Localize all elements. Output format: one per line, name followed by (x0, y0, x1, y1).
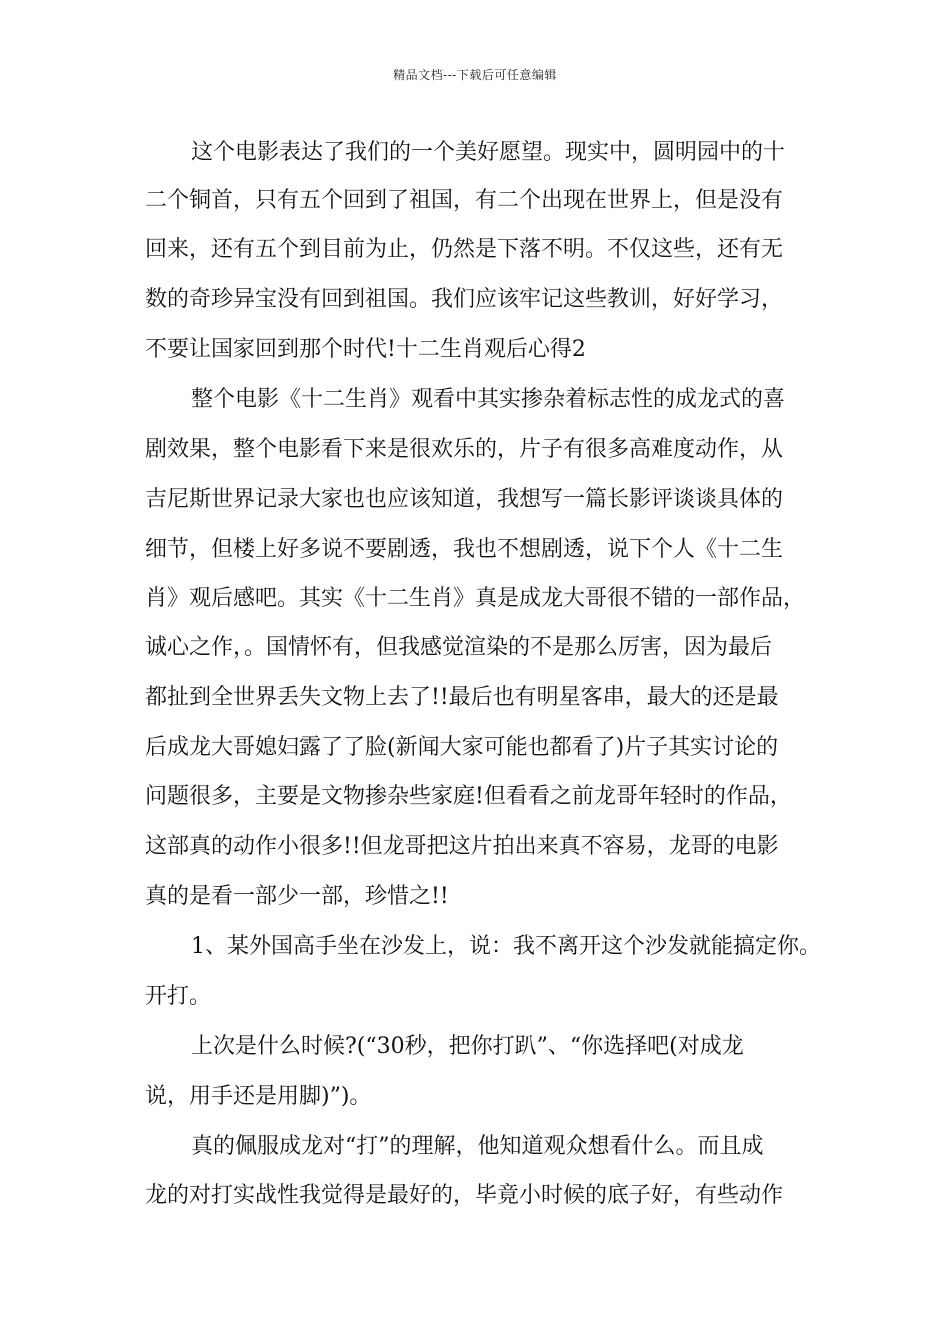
text-line: 吉尼斯世界记录大家也也应该知道，我想写一篇长影评谈谈具体的 (145, 487, 784, 512)
text-line: 上次是什么时候?(“30秒，把你打趴”、“你选择吧(对成龙 (191, 1034, 744, 1059)
text-line: 真的佩服成龙对“打”的理解，他知道观众想看什么。而且成 (191, 1134, 764, 1159)
text-line: 后成龙大哥媳妇露了了脸(新闻大家可能也都看了)片子其实讨论的 (145, 735, 779, 760)
text-line: 真的是看一部少一部，珍惜之!! (145, 884, 449, 909)
text-line: 问题很多，主要是文物掺杂些家庭!但看看之前龙哥年轻时的作品， (145, 784, 792, 809)
text-line: 细节，但楼上好多说不要剧透，我也不想剧透，说下个人《十二生 (145, 537, 784, 562)
text-line: 说，用手还是用脚)”)。 (145, 1084, 372, 1109)
text-line: 1、某外国高手坐在沙发上，说：我不离开这个沙发就能搞定你。 (191, 934, 821, 959)
text-line: 回来，还有五个到目前为止，仍然是下落不明。不仅这些，还有无 (145, 237, 784, 262)
text-line: 整个电影《十二生肖》观看中其实掺杂着标志性的成龙式的喜 (191, 387, 786, 412)
text-line: 数的奇珍异宝没有回到祖国。我们应该牢记这些教训，好好学习， (145, 287, 784, 312)
text-line: 二个铜首，只有五个回到了祖国，有二个出现在世界上，但是没有 (145, 188, 784, 213)
text-line: 这个电影表达了我们的一个美好愿望。现实中，圆明园中的十 (191, 140, 786, 165)
text-line: 这部真的动作小很多!!但龙哥把这片拍出来真不容易，龙哥的电影 (145, 834, 779, 859)
text-line: 肖》观后感吧。其实《十二生肖》真是成龙大哥很不错的一部作品， (145, 586, 806, 611)
text-line: 开打。 (145, 984, 212, 1009)
page-header: 精品文档---下载后可任意编辑 (393, 68, 557, 82)
text-line: 剧效果，整个电影看下来是很欢乐的，片子有很多高难度动作，从 (145, 437, 784, 462)
text-line: 都扯到全世界丢失文物上去了!!最后也有明星客串，最大的还是最 (145, 685, 779, 710)
text-line: 龙的对打实战性我觉得是最好的，毕竟小时候的底子好，有些动作 (145, 1183, 784, 1208)
text-line: 诚心之作，。国情怀有，但我感觉渲染的不是那么厉害，因为最后 (145, 635, 773, 660)
text-line: 不要让国家回到那个时代!十二生肖观后心得2 (145, 337, 586, 362)
